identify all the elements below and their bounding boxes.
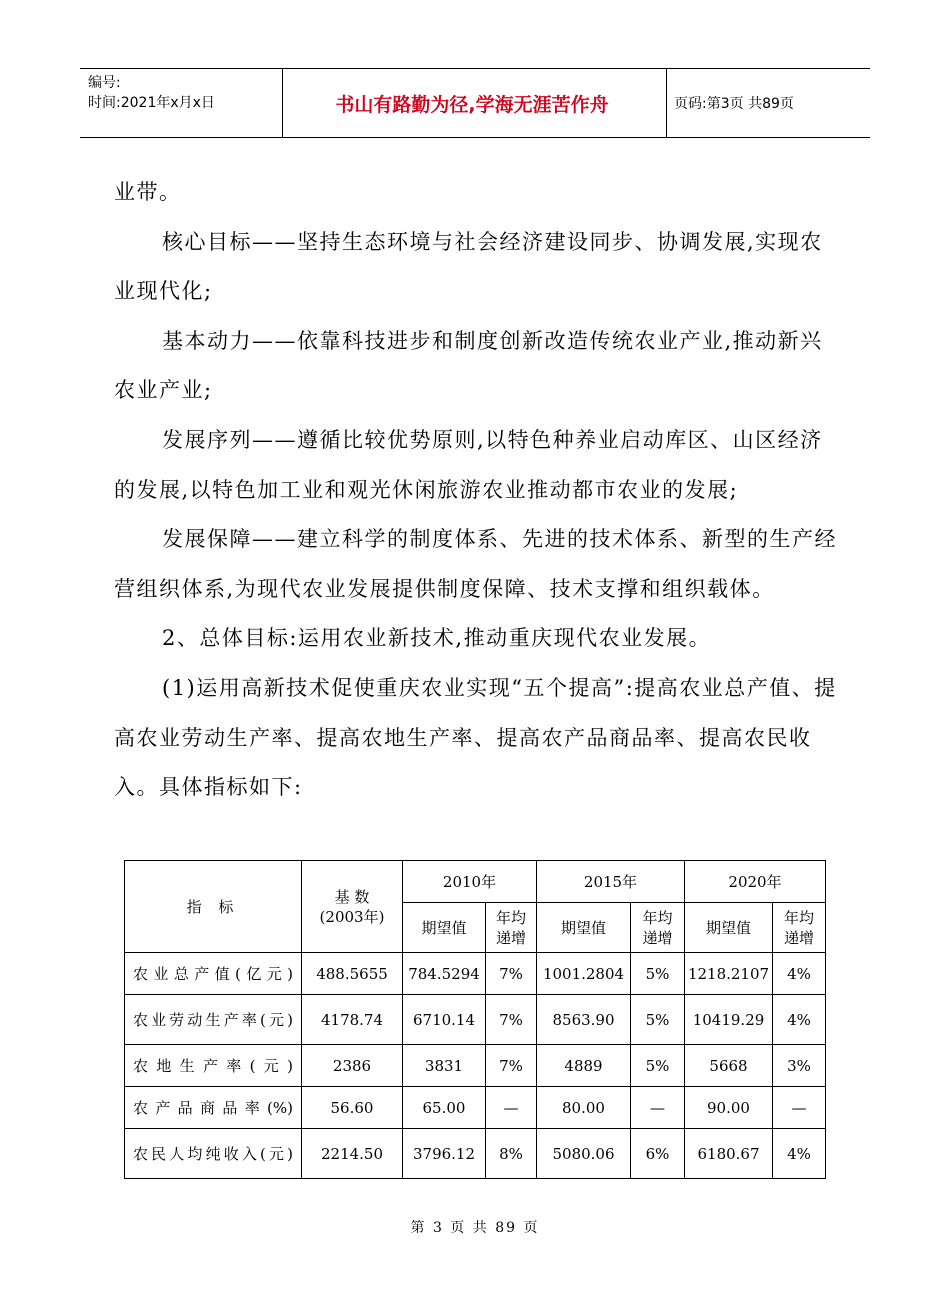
cell-2010-growth: 8% [486, 1129, 537, 1179]
cell-2020-growth: 4% [773, 995, 826, 1045]
subheader-growth: 年均递增 [631, 903, 685, 953]
row-label: 农地生产率(元) [125, 1045, 302, 1087]
cell-2020-expected: 6180.67 [685, 1129, 773, 1179]
document-number-label: 编号: [88, 75, 121, 91]
row-label: 农业总产值(亿元) [125, 953, 302, 995]
cell-2015-expected: 80.00 [537, 1087, 631, 1129]
header-year-2010: 2010年 [403, 861, 537, 903]
subheader-expected: 期望值 [537, 903, 631, 953]
cell-2010-growth: 7% [486, 953, 537, 995]
subheader-growth: 年均递增 [773, 903, 826, 953]
cell-base: 4178.74 [302, 995, 403, 1045]
cell-2015-growth: 5% [631, 953, 685, 995]
paragraph: 业带。 [114, 180, 182, 204]
cell-base: 56.60 [302, 1087, 403, 1129]
cell-2020-expected: 90.00 [685, 1087, 773, 1129]
table-row [125, 995, 826, 1045]
cell-base: 2386 [302, 1045, 403, 1087]
paragraph: 基本动力——依靠科技进步和制度创新改造传统农业产业,推动新兴农业产业; [114, 328, 823, 403]
subheader-growth: 年均递增 [486, 903, 537, 953]
cell-2010-growth: 7% [486, 1045, 537, 1087]
cell-2015-expected: 5080.06 [537, 1129, 631, 1179]
header-meta [88, 73, 283, 113]
body-text [114, 168, 844, 813]
cell-2010-expected: 3831 [403, 1045, 486, 1087]
header-base-year: 基 数(2003年) [302, 861, 403, 953]
header-year-2015: 2015年 [537, 861, 685, 903]
row-label: 农产品商品率(%) [125, 1087, 302, 1129]
cell-2020-growth: 4% [773, 953, 826, 995]
cell-2010-expected: 3796.12 [403, 1129, 486, 1179]
paragraph: 2、总体目标:运用农业新技术,推动重庆现代农业发展。 [162, 626, 712, 651]
cell-2015-growth: 5% [631, 995, 685, 1045]
cell-2015-growth: 5% [631, 1045, 685, 1087]
table-row [125, 1087, 826, 1129]
subheader-expected: 期望值 [685, 903, 773, 953]
indicator-table [124, 860, 826, 1179]
subheader-expected: 期望值 [403, 903, 486, 953]
cell-2020-growth: — [773, 1087, 826, 1129]
page-header [80, 68, 870, 138]
cell-base: 488.5655 [302, 953, 403, 995]
paragraph: 核心目标——坚持生态环境与社会经济建设同步、协调发展,实现农业现代化; [114, 229, 823, 304]
header-indicator: 指 标 [125, 861, 302, 953]
cell-2010-growth: 7% [486, 995, 537, 1045]
header-page-number: 页码:第3页 共89页 [674, 96, 794, 112]
cell-2015-expected: 1001.2804 [537, 953, 631, 995]
table-row [125, 953, 826, 995]
cell-2015-expected: 4889 [537, 1045, 631, 1087]
cell-2015-growth: 6% [631, 1129, 685, 1179]
cell-base: 2214.50 [302, 1129, 403, 1179]
header-year-2020: 2020年 [685, 861, 826, 903]
document-time-label: 时间:2021年x月x日 [88, 95, 215, 111]
cell-2010-expected: 784.5294 [403, 953, 486, 995]
page-footer: 第 3 页 共 89 页 [410, 1220, 540, 1236]
cell-2020-expected: 1218.2107 [685, 953, 773, 995]
cell-2020-expected: 10419.29 [685, 995, 773, 1045]
cell-2015-growth: — [631, 1087, 685, 1129]
row-label: 农民人均纯收入(元) [125, 1129, 302, 1179]
row-label: 农业劳动生产率(元) [125, 995, 302, 1045]
cell-2010-expected: 6710.14 [403, 995, 486, 1045]
paragraph: 发展序列——遵循比较优势原则,以特色种养业启动库区、山区经济的发展,以特色加工业和观光休闲旅游农业推动都市农业的发展; [114, 427, 823, 502]
paragraph: 发展保障——建立科学的制度体系、先进的技术体系、新型的生产经营组织体系,为现代农业发展提供制度保障、技术支撑和组织载体。 [114, 527, 837, 601]
cell-2010-growth: — [486, 1087, 537, 1129]
cell-2015-expected: 8563.90 [537, 995, 631, 1045]
cell-2020-expected: 5668 [685, 1045, 773, 1087]
cell-2020-growth: 4% [773, 1129, 826, 1179]
header-motto: 书山有路勤为径,学海无涯苦作舟 [335, 93, 609, 116]
paragraph: (1)运用高新技术促使重庆农业实现“五个提高”:提高农业总产值、提高农业劳动生产率、提高农地生产率、提高农产品商品率、提高农民收入。具体指标如下: [114, 675, 837, 800]
cell-2010-expected: 65.00 [403, 1087, 486, 1129]
table-row [125, 1045, 826, 1087]
table-row [125, 1129, 826, 1179]
cell-2020-growth: 3% [773, 1045, 826, 1087]
